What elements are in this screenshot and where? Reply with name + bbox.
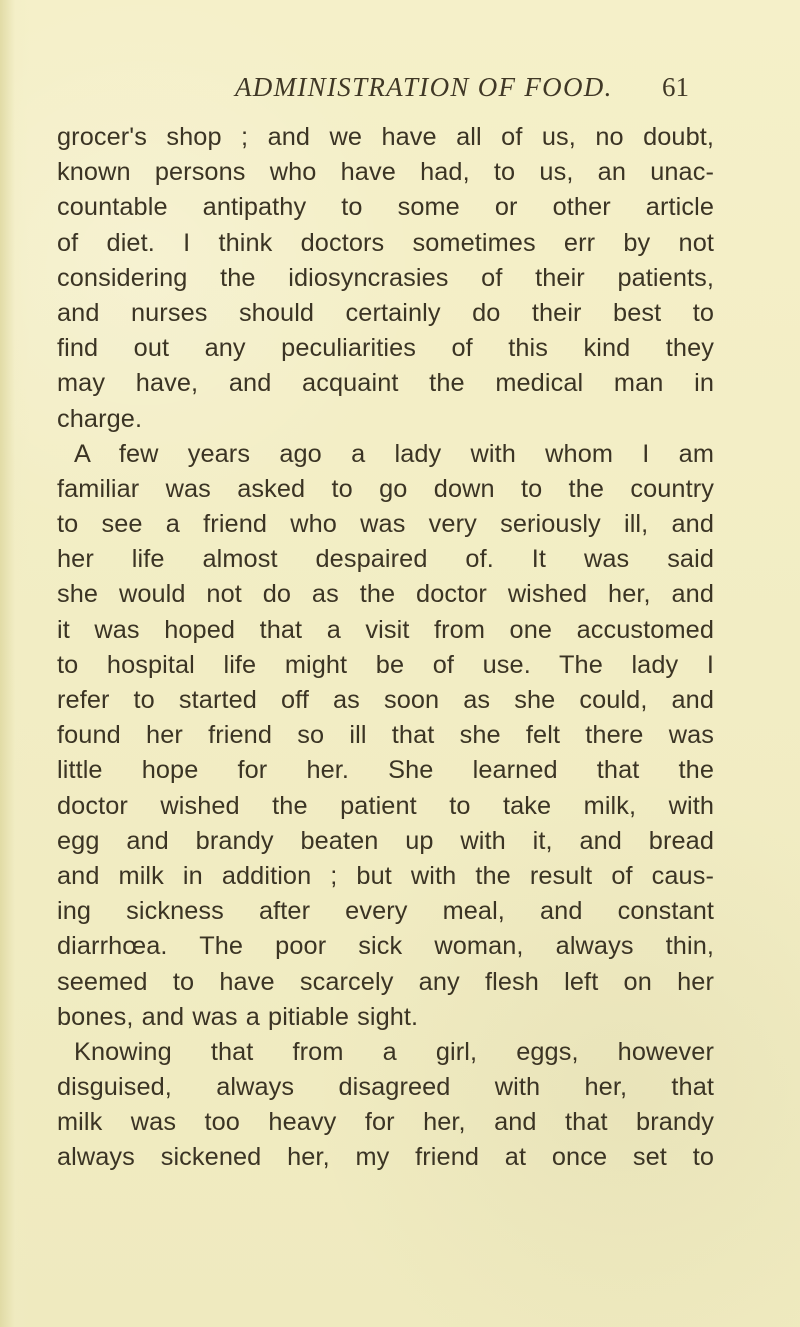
text-line: find out any peculiarities of this kind they [57,334,714,363]
text-line: grocer's shop ; and we have all of us, no doubt, [57,123,714,151]
text-line: ing sickness after every meal, and constant [57,897,714,926]
text-line: disguised, always disagreed with her, that [57,1073,714,1102]
text-line: countable antipathy to some or other article [57,193,714,222]
text-line: diarrhœa. The poor sick woman, always thin, [57,932,714,961]
text-line: known persons who have had, to us, an unac- [57,158,714,187]
text-line: she would not do as the doctor wished her, and [57,580,714,609]
text-line: and nurses should certainly do their best to [57,298,714,327]
text-line: may have, and acquaint the medical man in [57,369,714,398]
page-gutter-shadow [0,0,30,1327]
text-line: doctor wished the patient to take milk, with [57,791,714,820]
text-line: seemed to have scarcely any flesh left on her [57,967,714,996]
text-line: egg and brandy beaten up with it, and bread [57,826,714,855]
text-line: to hospital life might be of use. The lady I [57,650,714,679]
text-line: her life almost despaired of. It was said [57,545,714,574]
text-line: charge. [57,404,143,433]
text-line: considering the idiosyncrasies of their patients, [57,263,714,292]
text-line: to see a friend who was very seriously ill, and [57,510,714,539]
text-line: familiar was asked to go down to the country [57,474,714,503]
text-line: of diet. I think doctors sometimes err by not [57,228,714,257]
text-line: it was hoped that a visit from one accustomed [57,615,714,644]
text-line: always sickened her, my friend at once set to [57,1143,714,1172]
paragraph-start-line: Knowing that from a girl, eggs, however [74,1037,714,1066]
running-title: ADMINISTRATION OF FOOD. [235,72,613,102]
text-line: refer to started off as soon as she could, and [57,686,714,714]
page-header [0,72,800,112]
text-line: little hope for her. She learned that the [57,756,714,785]
body-text [57,120,714,1176]
page-number: 61 [662,72,689,102]
text-line: bones, and was a pitiable sight. [57,1002,419,1031]
text-line: found her friend so ill that she felt there was [57,721,714,750]
paragraph-start-line: A few years ago a lady with whom I am [74,439,714,468]
text-line: and milk in addition ; but with the result of caus- [57,861,714,890]
text-line: milk was too heavy for her, and that brandy [57,1108,714,1137]
